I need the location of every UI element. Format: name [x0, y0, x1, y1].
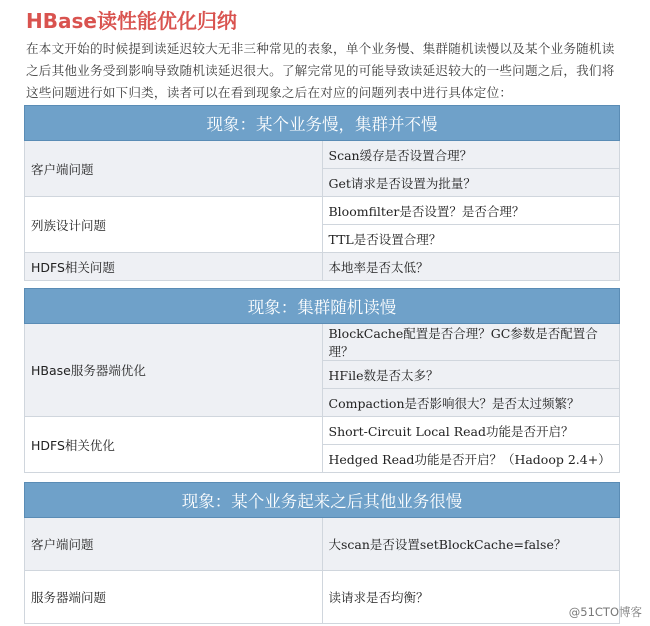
category-cell: 服务器端问题 [25, 571, 323, 624]
category-cell: 客户端问题 [25, 141, 323, 197]
category-cell: HBase服务器端优化 [25, 324, 323, 417]
question-cell: BlockCache配置是否合理？GC参数是否配置合理？ [322, 324, 620, 361]
symptom-table-single-business-slow [24, 105, 620, 281]
symptom-table-business-impacts-others [24, 482, 620, 624]
symptom-table-cluster-random-read-slow [24, 288, 620, 473]
table-row [25, 324, 620, 361]
category-cell: HDFS相关问题 [25, 253, 323, 281]
question-cell: Short-Circuit Local Read功能是否开启？ [322, 417, 620, 445]
table-header: 现象：某个业务慢，集群并不慢 [25, 106, 620, 141]
question-cell: 本地率是否太低？ [322, 253, 620, 281]
question-cell: Bloomfilter是否设置？是否合理？ [322, 197, 620, 225]
category-cell: 列族设计问题 [25, 197, 323, 253]
question-cell: Get请求是否设置为批量？ [322, 169, 620, 197]
question-cell: Hedged Read功能是否开启？（Hadoop 2.4+） [322, 445, 620, 473]
table-header: 现象：某个业务起来之后其他业务很慢 [25, 483, 620, 518]
question-cell: 大scan是否设置setBlockCache=false？ [322, 518, 620, 571]
table-row [25, 141, 620, 169]
question-cell: Compaction是否影响很大？是否太过频繁？ [322, 389, 620, 417]
question-cell: Scan缓存是否设置合理？ [322, 141, 620, 169]
table-row [25, 518, 620, 571]
category-cell: HDFS相关优化 [25, 417, 323, 473]
intro-paragraph: 在本文开始的时候提到读延迟较大无非三种常见的表象，单个业务慢、集群随机读慢以及某个业务随机读之后其他业务受到影响导致随机读延迟很大。了解完常见的可能导致读延迟较大的一些问题之后，我们将这些问题进行如下归类，读者可以在看到现象之后在对应的问题列表中进行具体定位： [26, 41, 615, 100]
question-cell: 读请求是否均衡？ [322, 571, 620, 624]
table-row [25, 571, 620, 624]
category-cell: 客户端问题 [25, 518, 323, 571]
question-cell: TTL是否设置合理？ [322, 225, 620, 253]
page-title: HBase读性能优化归纳 [26, 9, 237, 33]
watermark: @51CTO博客 [568, 605, 642, 619]
table-row [25, 197, 620, 225]
table-row [25, 253, 620, 281]
table-header: 现象：集群随机读慢 [25, 289, 620, 324]
table-row [25, 417, 620, 445]
question-cell: HFile数是否太多？ [322, 361, 620, 389]
